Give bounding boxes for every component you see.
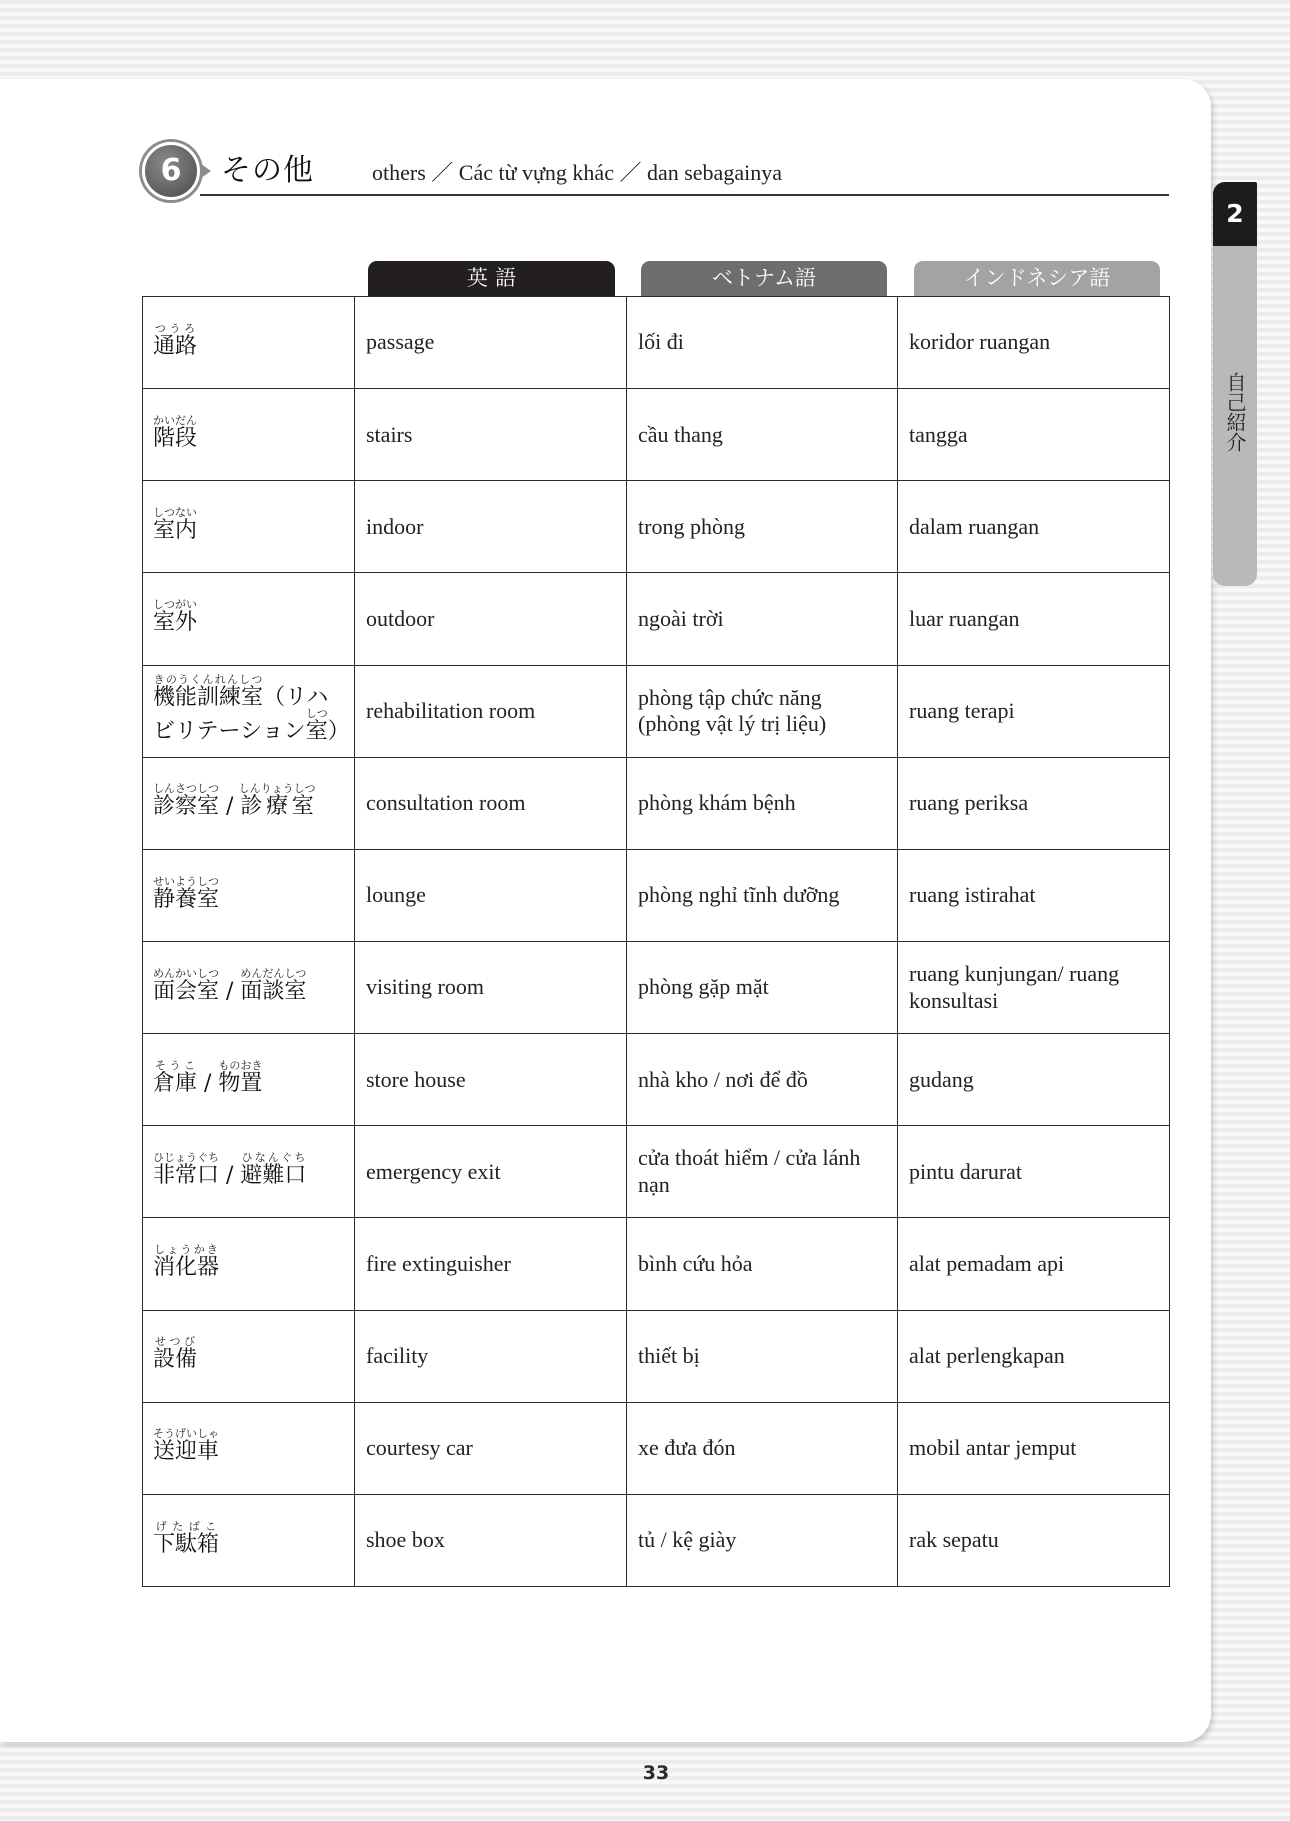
section-title: その他 — [221, 153, 314, 188]
vietnamese-cell: bình cứu hỏa — [627, 1218, 898, 1310]
japanese-term-cell — [143, 389, 355, 481]
japanese-term-cell — [143, 1218, 355, 1310]
furigana-word — [153, 598, 198, 636]
chapter-side-tab — [1213, 182, 1257, 586]
english-cell: fire extinguisher — [355, 1218, 627, 1310]
kanji-base: 診察室 — [153, 794, 220, 820]
japanese-term-cell — [143, 1034, 355, 1126]
furigana-reading: しつ — [305, 707, 328, 721]
furigana-reading: つうろ — [153, 321, 197, 335]
furigana-word — [153, 1519, 220, 1557]
table-row — [143, 573, 1170, 665]
furigana-reading: ものおき — [218, 1058, 263, 1072]
english-cell: lounge — [355, 849, 627, 941]
table-row — [143, 1494, 1170, 1586]
english-cell: shoe box — [355, 1494, 627, 1586]
furigana-reading: かいだん — [153, 413, 198, 427]
english-cell: passage — [355, 297, 627, 389]
furigana-reading: ひじょうぐち — [153, 1150, 220, 1164]
furigana-reading: そうげいしゃ — [153, 1427, 220, 1441]
furigana-word — [153, 1427, 220, 1465]
furigana-word — [238, 782, 316, 820]
english-cell: courtesy car — [355, 1402, 627, 1494]
furigana-reading: ひなんぐち — [240, 1150, 307, 1164]
kanji-base: 室内 — [153, 518, 198, 543]
furigana-word — [153, 782, 220, 820]
indonesian-cell: alat perlengkapan — [898, 1310, 1170, 1402]
page-number: 33 — [642, 1762, 670, 1784]
table-row — [143, 941, 1170, 1033]
column-header-english: 英語 — [368, 261, 615, 296]
furigana-word — [153, 1150, 220, 1188]
term-text: / — [197, 1070, 219, 1096]
vocabulary-rows — [143, 297, 1170, 1587]
japanese-term-cell — [143, 1494, 355, 1586]
english-cell: visiting room — [355, 941, 627, 1033]
furigana-word — [218, 1058, 263, 1096]
kanji-base: 倉庫 — [153, 1070, 198, 1096]
furigana-word — [305, 707, 328, 745]
english-cell: outdoor — [355, 573, 627, 665]
japanese-term-cell — [143, 481, 355, 573]
japanese-term-cell — [143, 1402, 355, 1494]
indonesian-cell: mobil antar jemput — [898, 1402, 1170, 1494]
indonesian-cell: ruang istirahat — [898, 849, 1170, 941]
furigana-reading: きのうくんれんしつ — [153, 673, 264, 687]
kanji-base: 面会室 — [153, 978, 220, 1004]
section-subtitle: others ／ Các từ vựng khác ／ dan sebagainya — [372, 160, 782, 185]
vietnamese-cell: phòng tập chức năng (phòng vật lý trị liệu) — [627, 665, 898, 757]
japanese-term-cell — [143, 297, 355, 389]
japanese-term-cell — [143, 665, 355, 757]
furigana-word — [240, 966, 307, 1004]
furigana-reading: しんりょうしつ — [238, 782, 316, 796]
indonesian-cell: gudang — [898, 1034, 1170, 1126]
japanese-term-cell — [143, 941, 355, 1033]
kanji-base: 消化器 — [153, 1255, 220, 1281]
indonesian-cell: dalam ruangan — [898, 481, 1170, 573]
term-text: / — [219, 794, 241, 820]
indonesian-cell: koridor ruangan — [898, 297, 1170, 389]
furigana-word — [240, 1150, 307, 1188]
table-row — [143, 757, 1170, 849]
english-cell: rehabilitation room — [355, 665, 627, 757]
english-cell: emergency exit — [355, 1126, 627, 1218]
kanji-base: 室外 — [153, 610, 198, 636]
furigana-reading: しつない — [153, 506, 198, 519]
section-divider — [200, 194, 1169, 196]
kanji-base: 通路 — [153, 333, 198, 359]
english-cell: store house — [355, 1034, 627, 1126]
japanese-term-cell — [143, 849, 355, 941]
table-row — [143, 665, 1170, 757]
vietnamese-cell: xe đưa đón — [627, 1402, 898, 1494]
kanji-base: 階段 — [153, 425, 198, 451]
japanese-term-cell — [143, 573, 355, 665]
furigana-reading: げたばこ — [153, 1519, 220, 1533]
furigana-word — [153, 1243, 220, 1281]
furigana-word — [153, 966, 220, 1004]
japanese-term-cell — [143, 757, 355, 849]
vietnamese-cell: trong phòng — [627, 481, 898, 573]
furigana-word — [153, 1058, 198, 1096]
section-number-badge: 6 — [142, 142, 200, 200]
chapter-label: 自己紹介 — [1223, 372, 1247, 452]
vietnamese-cell: lối đi — [627, 297, 898, 389]
indonesian-cell: rak sepatu — [898, 1494, 1170, 1586]
furigana-word — [153, 1335, 198, 1373]
column-header-indonesian: インドネシア語 — [914, 261, 1160, 296]
kanji-base: 静養室 — [153, 886, 220, 912]
term-text: / — [219, 1162, 241, 1188]
kanji-base: 機能訓練室 — [153, 685, 264, 711]
vietnamese-cell: nhà kho / nơi để đồ — [627, 1034, 898, 1126]
furigana-reading: しょうかき — [153, 1243, 219, 1257]
indonesian-cell: pintu darurat — [898, 1126, 1170, 1218]
table-row — [143, 1310, 1170, 1402]
kanji-base: 面談室 — [240, 978, 307, 1004]
furigana-word — [153, 874, 220, 912]
kanji-base: 診療室 — [238, 794, 316, 820]
japanese-term-cell — [143, 1126, 355, 1218]
furigana-word — [153, 673, 264, 711]
furigana-word — [153, 413, 198, 451]
kanji-base: 物置 — [218, 1070, 263, 1096]
term-text: （リハ ビリテーション — [153, 685, 329, 745]
kanji-base: 送迎車 — [153, 1439, 220, 1465]
furigana-reading: しんさつしつ — [153, 782, 220, 796]
furigana-reading: そうこ — [153, 1058, 197, 1072]
english-cell: consultation room — [355, 757, 627, 849]
furigana-reading: せいようしつ — [153, 874, 220, 888]
table-row — [143, 849, 1170, 941]
indonesian-cell: ruang kunjungan/ ruang konsultasi — [898, 941, 1170, 1033]
table-row — [143, 481, 1170, 573]
indonesian-cell: tangga — [898, 389, 1170, 481]
page-card — [0, 79, 1211, 1742]
table-row — [143, 1402, 1170, 1494]
table-row — [143, 1126, 1170, 1218]
vocabulary-table — [142, 296, 1170, 1587]
vietnamese-cell: thiết bị — [627, 1310, 898, 1402]
japanese-term-cell — [143, 1310, 355, 1402]
term-text: / — [219, 978, 241, 1004]
indonesian-cell: luar ruangan — [898, 573, 1170, 665]
english-cell: facility — [355, 1310, 627, 1402]
furigana-reading: せつび — [153, 1335, 197, 1349]
indonesian-cell: ruang periksa — [898, 757, 1170, 849]
table-row — [143, 1034, 1170, 1126]
vietnamese-cell: tủ / kệ giày — [627, 1494, 898, 1586]
kanji-base: 設備 — [153, 1347, 198, 1373]
vietnamese-cell: phòng nghỉ tĩnh dưỡng — [627, 849, 898, 941]
term-text: ） — [327, 719, 350, 745]
table-row — [143, 297, 1170, 389]
vietnamese-cell: cửa thoát hiểm / cửa lánh nạn — [627, 1126, 898, 1218]
kanji-base: 室 — [305, 719, 328, 745]
english-cell: indoor — [355, 481, 627, 573]
furigana-reading: めんだんしつ — [240, 966, 307, 980]
kanji-base: 避難口 — [240, 1162, 307, 1188]
indonesian-cell: ruang terapi — [898, 665, 1170, 757]
kanji-base: 下駄箱 — [153, 1531, 220, 1557]
chapter-number: 2 — [1213, 182, 1257, 246]
furigana-word — [153, 506, 198, 543]
indonesian-cell: alat pemadam api — [898, 1218, 1170, 1310]
column-header-vietnamese: ベトナム語 — [641, 261, 887, 296]
furigana-reading: めんかいしつ — [153, 966, 220, 980]
vietnamese-cell: phòng khám bệnh — [627, 757, 898, 849]
vietnamese-cell: phòng gặp mặt — [627, 941, 898, 1033]
vietnamese-cell: ngoài trời — [627, 573, 898, 665]
table-row — [143, 1218, 1170, 1310]
table-row — [143, 389, 1170, 481]
vietnamese-cell: cầu thang — [627, 389, 898, 481]
furigana-reading: しつがい — [153, 598, 198, 612]
english-cell: stairs — [355, 389, 627, 481]
furigana-word — [153, 321, 198, 359]
kanji-base: 非常口 — [153, 1162, 220, 1188]
